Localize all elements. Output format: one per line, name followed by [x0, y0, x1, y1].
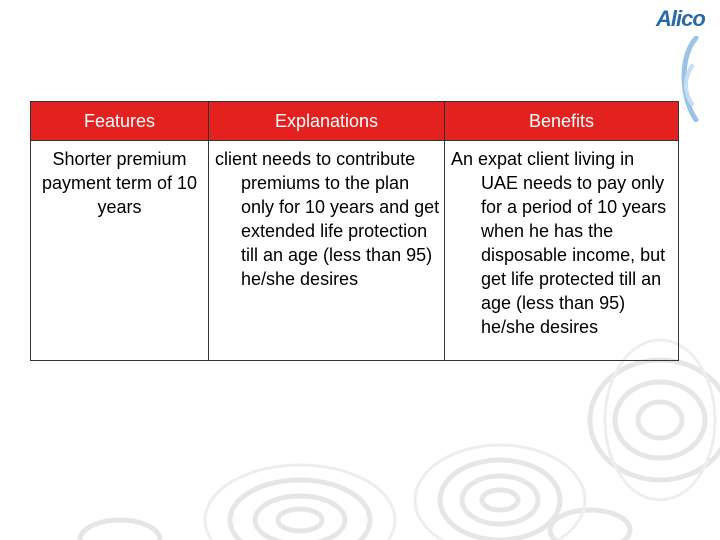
logo-swoosh-icon — [676, 36, 704, 122]
header-explanations: Explanations — [209, 102, 445, 141]
alico-logo: Alico — [656, 6, 705, 31]
feature-cell: Shorter premium payment term of 10 years — [31, 141, 209, 361]
header-benefits: Benefits — [445, 102, 679, 141]
features-table — [30, 101, 679, 361]
benefit-text: An expat client living in UAE needs to pay only for a period of 10 years when he has the disposable income, but get life protected till an age (less than 95) he/she desires — [451, 149, 667, 337]
table-row — [31, 141, 679, 361]
explanation-cell — [209, 141, 445, 361]
explanation-text: client needs to contribute premiums to the plan only for 10 years and get extended life protection till an age (less than 95) he/she desires — [215, 149, 440, 289]
benefit-cell — [445, 141, 679, 361]
table-header-row — [31, 102, 679, 141]
header-features: Features — [31, 102, 209, 141]
